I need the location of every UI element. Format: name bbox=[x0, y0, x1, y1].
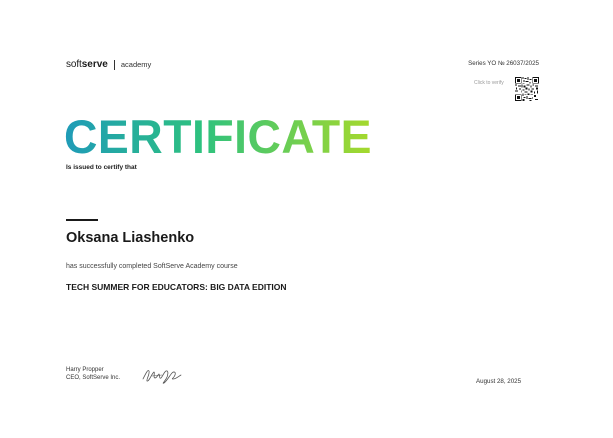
certify-text: Is issued to certify that bbox=[66, 164, 137, 171]
signature-image bbox=[140, 363, 184, 385]
logo-serve-text: serve bbox=[81, 59, 108, 70]
certificate-title-text: CERTIFICATE bbox=[64, 113, 372, 161]
logo-academy-text: academy bbox=[120, 60, 152, 69]
course-name: TECH SUMMER FOR EDUCATORS: BIG DATA EDITION bbox=[66, 282, 287, 292]
qr-code-icon[interactable] bbox=[515, 77, 539, 101]
signer-title: CEO, SoftServe Inc. bbox=[66, 375, 121, 381]
softserve-academy-logo bbox=[66, 59, 151, 71]
issue-date: August 28, 2025 bbox=[476, 378, 522, 385]
click-to-verify-link[interactable]: Click to verify bbox=[474, 80, 504, 86]
certificate-title-graphic bbox=[64, 113, 384, 161]
series-number: Series YO № 26037/2025 bbox=[468, 60, 539, 67]
certificate-title bbox=[64, 113, 384, 161]
logo-divider bbox=[114, 60, 115, 70]
logo-soft-text: soft bbox=[66, 59, 82, 70]
completed-text: has successfully completed SoftServe Academy course bbox=[66, 263, 238, 270]
recipient-name: Oksana Liashenko bbox=[66, 230, 195, 246]
name-accent-bar bbox=[66, 219, 98, 221]
signer-name: Harry Propper bbox=[66, 367, 104, 373]
